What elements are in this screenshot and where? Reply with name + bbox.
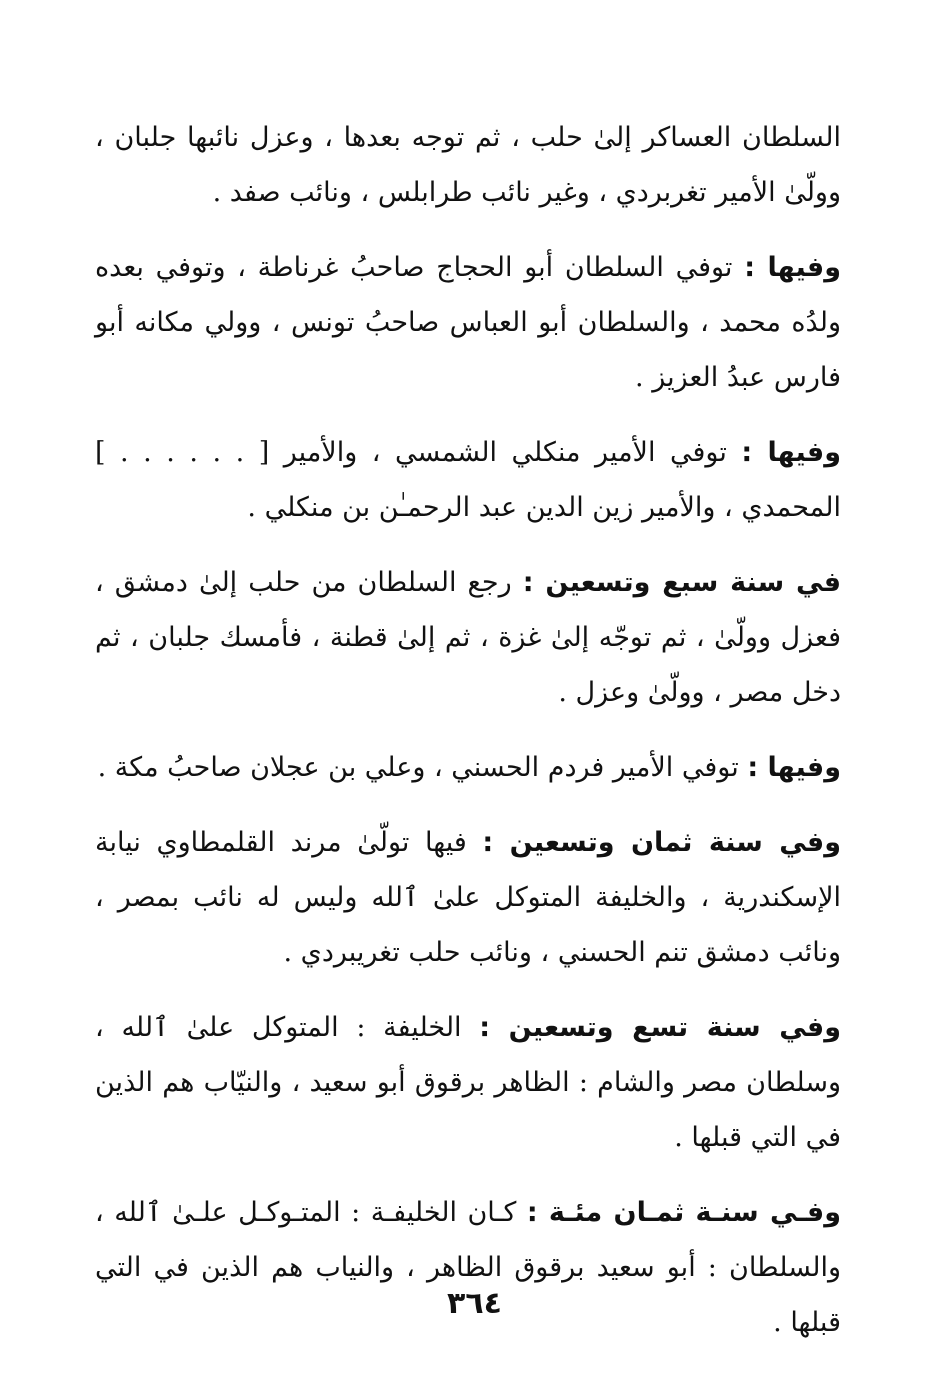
paragraph-text: فيها تولّىٰ مرند القلمطاوي نيابة الإسكندرية ، والخليفة المتوكل علىٰ ٱلله وليس له نائب بمصر ، ونائب دمشق تنم الحسني ، ونائب حلب تغريبردي . xyxy=(95,827,841,968)
paragraph-text: توفي الأمير منكلي الشمسي ، والأمير [ . . . . . . ] المحمدي ، والأمير زين الدين عبد الرحمـٰن بن منكلي . xyxy=(95,437,841,523)
paragraph-text: توفي الأمير فردم الحسني ، وعلي بن عجلان صاحبُ مكة . xyxy=(97,752,739,783)
paragraph-lead: وفيها : xyxy=(747,752,841,783)
paragraph-text: كـان الخليفـة : المتـوكـل علـىٰ ٱلله ، والسلطان : أبو سعيد برقوق الظاهر ، والنياب هم الذين في التي قبلها . xyxy=(95,1197,841,1338)
paragraph-7 xyxy=(95,1000,841,1165)
paragraph-lead: وفيها : xyxy=(741,437,841,468)
paragraph-1 xyxy=(95,110,841,220)
paragraph-text: رجع السلطان من حلب إلىٰ دمشق ، فعزل وولّىٰ ، ثم توجّه إلىٰ غزة ، ثم إلىٰ قطنة ، فأمسك جلبان ، ثم دخل مصر ، وولّىٰ وعزل . xyxy=(95,567,841,708)
paragraph-2 xyxy=(95,240,841,405)
paragraph-lead: في سنة سبع وتسعين : xyxy=(522,567,842,598)
paragraph-3 xyxy=(95,425,841,535)
paragraph-4 xyxy=(95,555,841,720)
paragraph-lead: وفيها : xyxy=(744,252,841,283)
paragraph-text: السلطان العساكر إلىٰ حلب ، ثم توجه بعدها ، وعزل نائبها جلبان ، وولّىٰ الأمير تغربردي ، وغير نائب طرابلس ، ونائب صفد . xyxy=(95,122,841,208)
paragraph-lead: وفي سنة تسع وتسعين : xyxy=(479,1012,841,1043)
paragraph-lead: وفـي سنـة ثمـان مئـة : xyxy=(526,1197,841,1228)
page-number: ٣٦٤ xyxy=(447,1286,502,1321)
paragraph-text: توفي السلطان أبو الحجاج صاحبُ غرناطة ، وتوفي بعده ولدُه محمد ، والسلطان أبو العباس صاحبُ تونس ، وولي مكانه أبو فارس عبدُ العزيز . xyxy=(95,252,841,393)
paragraph-lead: وفي سنة ثمان وتسعين : xyxy=(482,827,841,858)
paragraph-5 xyxy=(95,740,841,795)
paragraph-8 xyxy=(95,1185,841,1350)
paragraph-6 xyxy=(95,815,841,980)
paragraph-text: الخليفة : المتوكل علىٰ ٱلله ، وسلطان مصر والشام : الظاهر برقوق أبو سعيد ، والنيّاب هم الذين في التي قبلها . xyxy=(95,1012,841,1153)
